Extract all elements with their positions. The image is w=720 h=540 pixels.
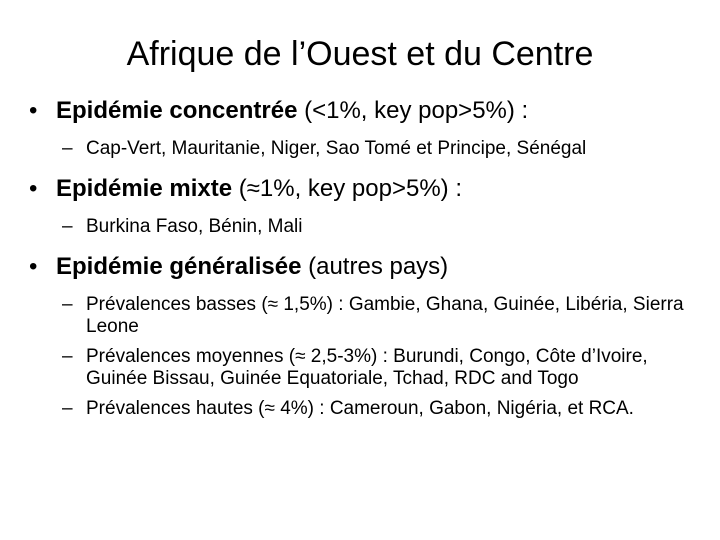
bullet-mixed <box>26 174 694 204</box>
sub-bullet <box>62 346 694 390</box>
bullet-detail: (≈1%, key pop>5%) : <box>232 175 463 202</box>
bullet-detail: (autres pays) <box>301 253 449 280</box>
sub-bullet-text: Prévalences moyennes (≈ 2,5-3%) : Burundi, Congo, Côte d’Ivoire, Guinée Bissau, Guinée Equatoriale, Tchad, RDC and Togo <box>86 346 648 389</box>
sub-bullet-text: Burkina Faso, Bénin, Mali <box>86 216 303 237</box>
bullet-heading: Epidémie concentrée <box>56 97 298 124</box>
bullet-heading: Epidémie généralisée <box>56 253 302 280</box>
dash-marker: – <box>62 346 73 367</box>
bullet-marker: • <box>29 97 38 124</box>
dash-marker: – <box>62 216 73 237</box>
sub-bullet <box>62 138 694 160</box>
sub-bullet-text: Prévalences basses (≈ 1,5%) : Gambie, Ghana, Guinée, Libéria, Sierra Leone <box>86 294 684 337</box>
sub-bullet-text: Cap-Vert, Mauritanie, Niger, Sao Tomé et Principe, Sénégal <box>86 138 587 159</box>
bullet-generalized <box>26 252 694 282</box>
dash-marker: – <box>62 294 73 315</box>
bullet-concentrated <box>26 96 694 126</box>
sub-bullet-text: Prévalences hautes (≈ 4%) : Cameroun, Gabon, Nigéria, et RCA. <box>86 398 634 419</box>
slide-content <box>26 96 694 428</box>
sub-bullet <box>62 294 694 338</box>
dash-marker: – <box>62 398 73 419</box>
dash-marker: – <box>62 138 73 159</box>
bullet-marker: • <box>29 253 38 280</box>
bullet-marker: • <box>29 175 38 202</box>
bullet-detail: (<1%, key pop>5%) : <box>297 97 529 124</box>
sub-bullet <box>62 216 694 238</box>
bullet-heading: Epidémie mixte <box>56 175 233 202</box>
sub-bullet <box>62 398 694 420</box>
slide-title: Afrique de l’Ouest et du Centre <box>126 35 594 73</box>
